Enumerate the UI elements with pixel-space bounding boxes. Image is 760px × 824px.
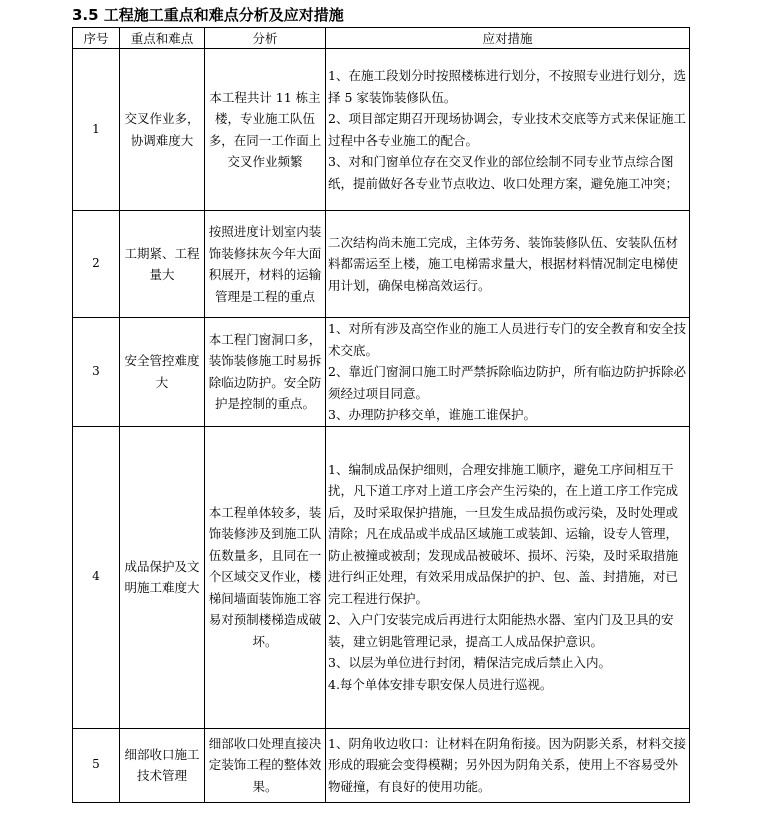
- row-measures: [326, 728, 690, 802]
- table-row: [73, 318, 690, 427]
- row-index: 1: [73, 49, 120, 211]
- row-analysis: 本工程门窗洞口多，装饰装修施工时易拆除临边防护。安全防护是控制的重点。: [205, 318, 326, 427]
- row-analysis: 按照进度计划室内装饰装修抹灰今年大面积展开，材料的运输管理是工程的重点: [205, 211, 326, 318]
- row-measures: [326, 211, 690, 318]
- row-index: 4: [73, 426, 120, 728]
- row-measures: [326, 49, 690, 211]
- row-index: 3: [73, 318, 120, 427]
- row-index: 5: [73, 728, 120, 802]
- row-key-point: 细部收口施工技术管理: [120, 728, 205, 802]
- measure-item: 3、办理防护移交单，谁施工谁保护。: [328, 407, 536, 422]
- measure-item: 1、阴角收边收口：让材料在阴角衔接。因为阴影关系，材料交接形成的瑕疵会变得模糊；另外因为阴角关系，使用上不容易受外物碰撞，有良好的使用功能。: [328, 735, 686, 794]
- row-key-point: 成品保护及文明施工难度大: [120, 426, 205, 728]
- table-header-row: [73, 28, 690, 49]
- header-key-point: 重点和难点: [120, 28, 205, 49]
- row-key-point: 交叉作业多，协调难度大: [120, 49, 205, 211]
- measure-item: 3、以层为单位进行封闭，精保洁完成后禁止入内。: [328, 655, 611, 671]
- row-measures: [326, 318, 690, 427]
- row-analysis: 本工程单体较多，装饰装修涉及到施工队伍数量多，且同在一个区域交叉作业，楼梯间墙面装饰施工容易对预制楼梯造成破坏。: [205, 426, 326, 728]
- measure-item: 4.每个单体安排专职安保人员进行巡视。: [328, 676, 553, 692]
- table-row: [73, 728, 690, 802]
- measure-item: 1、编制成品保护细则，合理安排施工顺序，避免工序间相互干扰，凡下道工序对上道工序会产生污染的，在上道工序工作完成后，及时采取保护措施，一旦发生成品损伤或污染，及时处理或清除；凡在成品或半成品区域施工或装卸、运输，设专人管理，防止被撞或被刮；发现成品被破坏、损坏、污染，及时采取措施进行纠正处理，有效采用成品保护的护、包、盖、封措施，对已完工程进行保护。: [328, 461, 679, 606]
- row-analysis: 细部收口处理直接决定装饰工程的整体效果。: [205, 728, 326, 802]
- measure-item: 3、对和门窗单位存在交叉作业的部位绘制不同专业节点综合图纸，提前做好各专业节点收边、收口处理方案，避免施工冲突；: [328, 154, 679, 191]
- section-title: 3.5 工程施工重点和难点分析及应对措施: [72, 6, 344, 24]
- row-measures: [326, 426, 690, 728]
- measure-item: 1、对所有涉及高空作业的施工人员进行专门的安全教育和安全技术交底。: [328, 321, 686, 358]
- header-index: 序号: [73, 28, 120, 49]
- row-key-point: 工期紧、工程量大: [120, 211, 205, 318]
- table-row: [73, 49, 690, 211]
- table-row: [73, 211, 690, 318]
- measure-item: 2、靠近门窗洞口施工时严禁拆除临边防护，所有临边防护拆除必须经过项目同意。: [328, 364, 686, 401]
- measure-item: 2、入户门安装完成后再进行太阳能热水器、室内门及卫具的安装，建立钥匙管理记录，提高工人成品保护意识。: [328, 612, 674, 649]
- measure-item: 2、项目部定期召开现场协调会，专业技术交底等方式来保证施工过程中各专业施工的配合。: [328, 111, 686, 148]
- row-index: 2: [73, 211, 120, 318]
- analysis-table: [72, 27, 690, 803]
- row-key-point: 安全管控难度大: [120, 318, 205, 427]
- row-analysis: 本工程共计 11 栋主楼，专业施工队伍多，在同一工作面上交叉作业频繁: [205, 49, 326, 211]
- header-analysis: 分析: [205, 28, 326, 49]
- measure-item: 1、在施工段划分时按照楼栋进行划分，不按照专业进行划分，选择 5 家装饰装修队伍。: [328, 68, 686, 105]
- table-row: [73, 426, 690, 728]
- measure-item: 二次结构尚未施工完成，主体劳务、装饰装修队伍、安装队伍材料都需运至上楼，施工电梯需求量大，根据材料情况制定电梯使用计划，确保电梯高效运行。: [328, 234, 679, 293]
- header-measures: 应对措施: [326, 28, 690, 49]
